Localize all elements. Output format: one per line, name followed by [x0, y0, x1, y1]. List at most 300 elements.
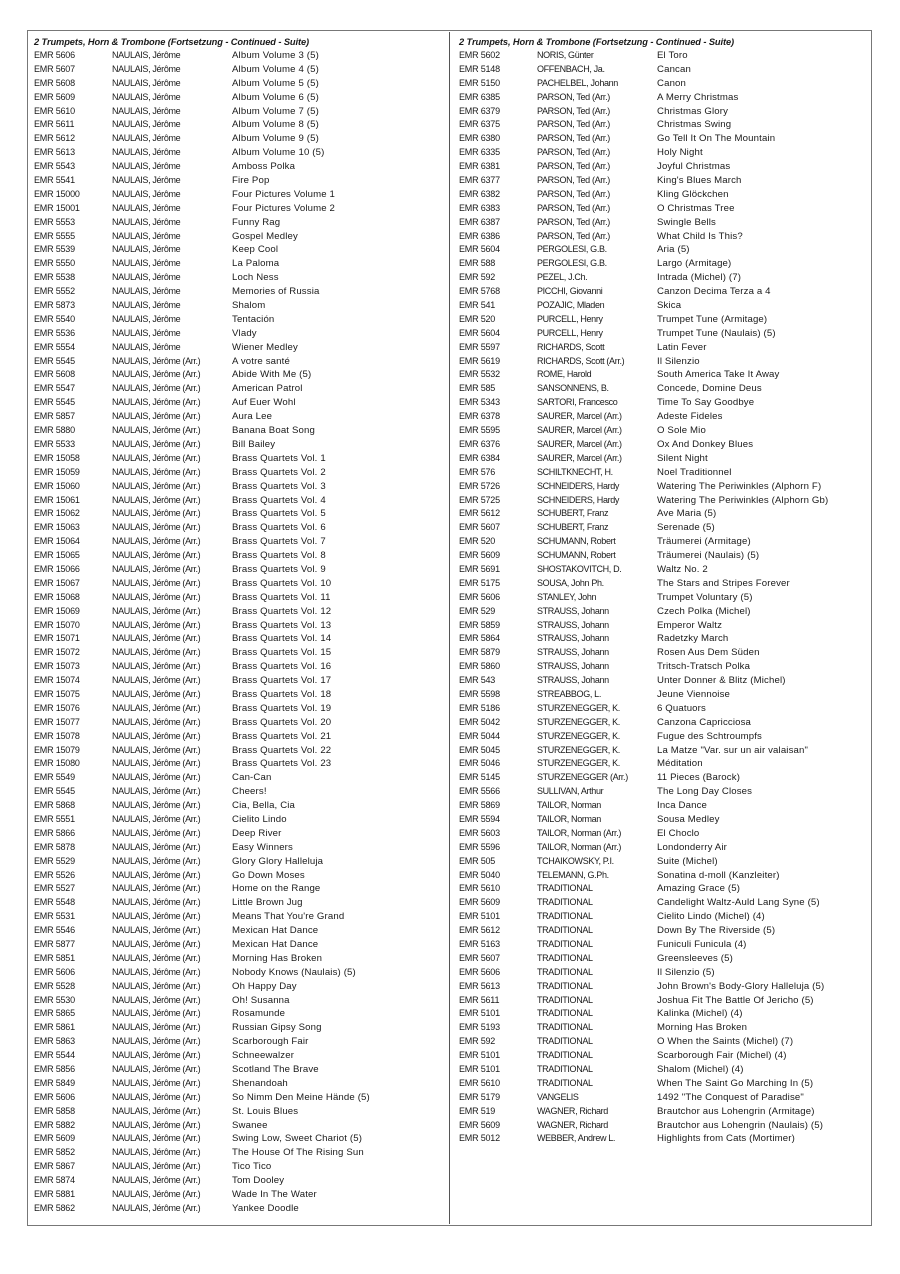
catalog-number: EMR 5040: [459, 869, 500, 880]
composer-name: TRADITIONAL: [537, 883, 593, 894]
composer-name: STURZENEGGER, K.: [537, 744, 620, 755]
piece-title: Joyful Christmas: [657, 161, 731, 173]
composer-name: PARSON, Ted (Arr.): [537, 230, 610, 241]
catalog-number: EMR 5873: [34, 300, 75, 311]
composer-name: NAULAIS, Jérôme (Arr.): [112, 1091, 201, 1102]
composer-name: PARSON, Ted (Arr.): [537, 91, 610, 102]
catalog-number: EMR 5856: [34, 1064, 75, 1075]
catalog-number: EMR 5045: [459, 744, 500, 755]
catalog-number: EMR 5610: [34, 105, 75, 116]
catalog-number: EMR 15063: [34, 522, 80, 533]
composer-name: PACHELBEL, Johann: [537, 77, 618, 88]
piece-title: Russian Gipsy Song: [232, 1022, 322, 1034]
catalog-number: EMR 15068: [34, 591, 80, 602]
piece-title: Canon: [657, 77, 687, 89]
catalog-number: EMR 5544: [34, 1050, 75, 1061]
composer-name: SAURER, Marcel (Arr.): [537, 425, 622, 436]
catalog-row: [34, 146, 444, 160]
catalog-row: [459, 438, 869, 452]
composer-name: SCHUMANN, Robert: [537, 536, 616, 547]
composer-name: NAULAIS, Jérôme (Arr.): [112, 1036, 201, 1047]
piece-title: Brass Quartets Vol. 18: [232, 688, 332, 700]
composer-name: NAULAIS, Jérôme (Arr.): [112, 897, 201, 908]
catalog-number: EMR 529: [459, 605, 496, 616]
composer-name: NAULAIS, Jérôme (Arr.): [112, 813, 201, 824]
catalog-number: EMR 519: [459, 1105, 496, 1116]
composer-name: NAULAIS, Jérôme (Arr.): [112, 452, 201, 463]
catalog-row: [34, 132, 444, 146]
piece-title: Träumerei (Naulais) (5): [657, 550, 760, 562]
composer-name: NAULAIS, Jérôme (Arr.): [112, 1022, 201, 1033]
catalog-row: [34, 674, 444, 688]
catalog-row: [34, 202, 444, 216]
piece-title: O Sole Mio: [657, 425, 706, 437]
composer-name: PARSON, Ted (Arr.): [537, 133, 610, 144]
catalog-number: EMR 5526: [34, 869, 75, 880]
piece-title: Go Down Moses: [232, 869, 305, 881]
composer-name: NAULAIS, Jérôme: [112, 175, 181, 186]
composer-name: PERGOLESI, G.B.: [537, 258, 607, 269]
catalog-number: EMR 6380: [459, 133, 500, 144]
catalog-row: [459, 1049, 869, 1063]
composer-name: NORIS, Günter: [537, 50, 594, 60]
catalog-row: [34, 1174, 444, 1188]
catalog-number: EMR 15076: [34, 702, 80, 713]
catalog-row: [34, 91, 444, 105]
composer-name: TRADITIONAL: [537, 994, 593, 1005]
catalog-number: EMR 5528: [34, 980, 75, 991]
composer-name: WAGNER, Richard: [537, 1119, 608, 1130]
composer-name: PARSON, Ted (Arr.): [537, 147, 610, 158]
catalog-row: [34, 994, 444, 1008]
piece-title: Brass Quartets Vol. 15: [232, 647, 332, 659]
catalog-number: EMR 5606: [34, 966, 75, 977]
catalog-number: EMR 5598: [459, 688, 500, 699]
catalog-row: [34, 771, 444, 785]
composer-name: NAULAIS, Jérôme (Arr.): [112, 1077, 201, 1088]
piece-title: Trumpet Tune (Armitage): [657, 313, 768, 325]
piece-title: Suite (Michel): [657, 855, 718, 867]
catalog-number: EMR 5594: [459, 813, 500, 824]
composer-name: PARSON, Ted (Arr.): [537, 202, 610, 213]
catalog-row: [34, 549, 444, 563]
catalog-number: EMR 5878: [34, 841, 75, 852]
catalog-number: EMR 5046: [459, 758, 500, 769]
piece-title: Rosen Aus Dem Süden: [657, 647, 760, 659]
left-column: [34, 36, 444, 1216]
catalog-row: [34, 730, 444, 744]
piece-title: Brass Quartets Vol. 19: [232, 702, 332, 714]
composer-name: TRADITIONAL: [537, 980, 593, 991]
composer-name: NAULAIS, Jérôme: [112, 272, 181, 283]
piece-title: La Paloma: [232, 258, 280, 270]
piece-title: Rosamunde: [232, 1008, 286, 1020]
catalog-row: [34, 619, 444, 633]
catalog-row: [459, 605, 869, 619]
catalog-number: EMR 5541: [34, 175, 75, 186]
catalog-row: [459, 535, 869, 549]
piece-title: Album Volume 4 (5): [232, 63, 319, 75]
catalog-list: [34, 49, 444, 1216]
catalog-row: [459, 132, 869, 146]
piece-title: O When the Saints (Michel) (7): [657, 1036, 794, 1048]
piece-title: Waltz No. 2: [657, 563, 708, 575]
catalog-number: EMR 6384: [459, 452, 500, 463]
catalog-row: [34, 813, 444, 827]
catalog-row: [459, 855, 869, 869]
catalog-number: EMR 6335: [459, 147, 500, 158]
piece-title: Morning Has Broken: [657, 1022, 748, 1034]
catalog-row: [34, 382, 444, 396]
piece-title: Wiener Medley: [232, 341, 298, 353]
piece-title: Cheers!: [232, 786, 267, 798]
composer-name: NAULAIS, Jérôme: [112, 77, 181, 88]
catalog-row: [459, 202, 869, 216]
piece-title: Czech Polka (Michel): [657, 605, 751, 617]
catalog-number: EMR 5861: [34, 1022, 75, 1033]
composer-name: STURZENEGGER (Arr.): [537, 772, 628, 783]
piece-title: Scotland The Brave: [232, 1064, 319, 1076]
catalog-row: [459, 243, 869, 257]
piece-title: Funny Rag: [232, 216, 281, 228]
composer-name: NAULAIS, Jérôme (Arr.): [112, 675, 201, 686]
catalog-number: EMR 5609: [34, 1133, 75, 1144]
piece-title: Tico Tico: [232, 1161, 272, 1173]
piece-title: Aria (5): [657, 244, 690, 256]
catalog-row: [34, 452, 444, 466]
catalog-row: [459, 563, 869, 577]
catalog-row: [459, 813, 869, 827]
catalog-number: EMR 5530: [34, 994, 75, 1005]
catalog-number: EMR 5866: [34, 827, 75, 838]
piece-title: Jeune Viennoise: [657, 688, 731, 700]
composer-name: STRAUSS, Johann: [537, 633, 609, 644]
composer-name: NAULAIS, Jérôme (Arr.): [112, 1147, 201, 1158]
piece-title: Londonderry Air: [657, 841, 727, 853]
piece-title: St. Louis Blues: [232, 1105, 299, 1117]
piece-title: Scarborough Fair: [232, 1036, 309, 1048]
catalog-row: [34, 980, 444, 994]
catalog-number: EMR 5768: [459, 286, 500, 297]
composer-name: NAULAIS, Jérôme (Arr.): [112, 744, 201, 755]
composer-name: NAULAIS, Jérôme: [112, 216, 181, 227]
catalog-row: [34, 896, 444, 910]
catalog-row: [34, 466, 444, 480]
catalog-number: EMR 5186: [459, 702, 500, 713]
composer-name: NAULAIS, Jérôme (Arr.): [112, 966, 201, 977]
catalog-number: EMR 15073: [34, 661, 80, 672]
catalog-row: [459, 257, 869, 271]
catalog-number: EMR 505: [459, 855, 496, 866]
piece-title: Oh Happy Day: [232, 980, 297, 992]
composer-name: SCHNEIDERS, Hardy: [537, 494, 620, 505]
composer-name: TRADITIONAL: [537, 1050, 593, 1061]
catalog-row: [34, 1202, 444, 1216]
composer-name: NAULAIS, Jérôme (Arr.): [112, 786, 201, 797]
composer-name: NAULAIS, Jérôme (Arr.): [112, 688, 201, 699]
piece-title: Cancan: [657, 63, 691, 75]
piece-title: Unter Donner & Blitz (Michel): [657, 675, 786, 687]
catalog-row: [459, 105, 869, 119]
composer-name: OFFENBACH, Ja.: [537, 63, 605, 74]
catalog-number: EMR 15080: [34, 758, 80, 769]
composer-name: TRADITIONAL: [537, 925, 593, 936]
piece-title: Deep River: [232, 827, 282, 839]
catalog-row: [459, 716, 869, 730]
catalog-row: [34, 1021, 444, 1035]
catalog-number: EMR 5610: [459, 1077, 500, 1088]
piece-title: Scarborough Fair (Michel) (4): [657, 1050, 787, 1062]
piece-title: Tentación: [232, 313, 275, 325]
piece-title: Album Volume 8 (5): [232, 119, 319, 131]
piece-title: Brass Quartets Vol. 20: [232, 716, 332, 728]
catalog-row: [34, 799, 444, 813]
catalog-number: EMR 5101: [459, 911, 500, 922]
catalog-row: [34, 1188, 444, 1202]
composer-name: NAULAIS, Jérôme: [112, 230, 181, 241]
catalog-row: [459, 230, 869, 244]
catalog-row: [459, 77, 869, 91]
composer-name: NAULAIS, Jérôme: [112, 91, 181, 102]
catalog-row: [459, 549, 869, 563]
catalog-row: [459, 118, 869, 132]
catalog-row: [459, 952, 869, 966]
catalog-number: EMR 5545: [34, 355, 75, 366]
catalog-row: [34, 438, 444, 452]
composer-name: TRADITIONAL: [537, 1036, 593, 1047]
catalog-row: [459, 910, 869, 924]
composer-name: STRAUSS, Johann: [537, 675, 609, 686]
catalog-number: EMR 5540: [34, 313, 75, 324]
composer-name: NAULAIS, Jérôme (Arr.): [112, 411, 201, 422]
piece-title: Kling Glöckchen: [657, 188, 729, 200]
composer-name: NAULAIS, Jérôme: [112, 341, 181, 352]
catalog-row: [34, 1132, 444, 1146]
piece-title: Ox And Donkey Blues: [657, 438, 754, 450]
piece-title: Watering The Periwinkles (Alphorn F): [657, 480, 822, 492]
catalog-row: [459, 146, 869, 160]
catalog-number: EMR 5608: [34, 77, 75, 88]
catalog-number: EMR 5597: [459, 341, 500, 352]
catalog-row: [34, 1160, 444, 1174]
catalog-row: [34, 1049, 444, 1063]
catalog-number: EMR 5882: [34, 1119, 75, 1130]
piece-title: Il Silenzio (5): [657, 966, 715, 978]
composer-name: NAULAIS, Jérôme (Arr.): [112, 508, 201, 519]
piece-title: Album Volume 10 (5): [232, 147, 325, 159]
catalog-number: EMR 5613: [34, 147, 75, 158]
catalog-number: EMR 5536: [34, 327, 75, 338]
catalog-number: EMR 5863: [34, 1036, 75, 1047]
catalog-row: [459, 660, 869, 674]
catalog-number: EMR 5851: [34, 952, 75, 963]
composer-name: NAULAIS, Jérôme (Arr.): [112, 841, 201, 852]
composer-name: RICHARDS, Scott: [537, 341, 605, 352]
composer-name: SCHUBERT, Franz: [537, 508, 609, 519]
catalog-number: EMR 15071: [34, 633, 80, 644]
catalog-number: EMR 5101: [459, 1050, 500, 1061]
piece-title: Glory Glory Halleluja: [232, 855, 324, 867]
composer-name: SAURER, Marcel (Arr.): [537, 452, 622, 463]
catalog-row: [34, 882, 444, 896]
catalog-number: EMR 5606: [34, 50, 75, 60]
catalog-number: EMR 5550: [34, 258, 75, 269]
piece-title: Swanee: [232, 1119, 268, 1131]
composer-name: TRADITIONAL: [537, 939, 593, 949]
catalog-row: [459, 1132, 869, 1146]
composer-name: NAULAIS, Jérôme (Arr.): [112, 855, 201, 866]
catalog-row: [34, 869, 444, 883]
catalog-number: EMR 5611: [34, 119, 75, 130]
composer-name: TRADITIONAL: [537, 966, 593, 977]
catalog-number: EMR 5595: [459, 425, 500, 436]
catalog-row: [34, 744, 444, 758]
catalog-number: EMR 15078: [34, 730, 80, 741]
catalog-row: [34, 77, 444, 91]
composer-name: PURCELL, Henry: [537, 313, 603, 324]
catalog-number: EMR 5527: [34, 883, 75, 894]
composer-name: SARTORI, Francesco: [537, 397, 618, 408]
piece-title: Brass Quartets Vol. 3: [232, 480, 326, 492]
catalog-row: [34, 480, 444, 494]
piece-title: Canzona Capricciosa: [657, 716, 752, 728]
catalog-number: EMR 5606: [34, 1091, 75, 1102]
catalog-row: [459, 368, 869, 382]
piece-title: Joshua Fit The Battle Of Jericho (5): [657, 994, 814, 1006]
composer-name: STRAUSS, Johann: [537, 647, 609, 658]
catalog-number: EMR 5551: [34, 813, 75, 824]
piece-title: Four Pictures Volume 1: [232, 188, 336, 200]
composer-name: NAULAIS, Jérôme (Arr.): [112, 1161, 201, 1172]
catalog-row: [34, 271, 444, 285]
piece-title: Highlights from Cats (Mortimer): [657, 1133, 795, 1145]
catalog-number: EMR 541: [459, 300, 496, 311]
composer-name: PARSON, Ted (Arr.): [537, 188, 610, 199]
composer-name: TAILOR, Norman: [537, 813, 601, 824]
composer-name: STREABBOG, L.: [537, 688, 601, 699]
catalog-number: EMR 15062: [34, 508, 80, 519]
catalog-number: EMR 6377: [459, 175, 500, 186]
composer-name: NAULAIS, Jérôme: [112, 50, 181, 60]
composer-name: NAULAIS, Jérôme (Arr.): [112, 633, 201, 644]
catalog-number: EMR 5042: [459, 716, 500, 727]
composer-name: NAULAIS, Jérôme (Arr.): [112, 939, 201, 949]
composer-name: PEZEL, J.Ch.: [537, 272, 588, 283]
section-header: 2 Trumpets, Horn & Trombone (Fortsetzung - Continued - Suite): [34, 37, 310, 47]
composer-name: NAULAIS, Jérôme (Arr.): [112, 925, 201, 936]
composer-name: NAULAIS, Jérôme (Arr.): [112, 591, 201, 602]
catalog-number: EMR 15058: [34, 452, 80, 463]
piece-title: Brass Quartets Vol. 9: [232, 563, 326, 575]
composer-name: TAILOR, Norman: [537, 800, 601, 811]
piece-title: Mexican Hat Dance: [232, 925, 319, 937]
composer-name: NAULAIS, Jérôme (Arr.): [112, 563, 201, 574]
catalog-number: EMR 15059: [34, 466, 80, 477]
catalog-number: EMR 520: [459, 536, 496, 547]
catalog-number: EMR 592: [459, 272, 496, 283]
piece-title: Album Volume 5 (5): [232, 77, 319, 89]
catalog-row: [459, 799, 869, 813]
piece-title: Méditation: [657, 758, 703, 770]
catalog-row: [459, 410, 869, 424]
piece-title: Brass Quartets Vol. 11: [232, 591, 331, 603]
composer-name: TRADITIONAL: [537, 897, 593, 908]
piece-title: The House Of The Rising Sun: [232, 1147, 364, 1159]
catalog-number: EMR 5612: [459, 508, 500, 519]
catalog-number: EMR 5145: [459, 772, 500, 783]
catalog-row: [34, 702, 444, 716]
catalog-number: EMR 5538: [34, 272, 75, 283]
composer-name: NAULAIS, Jérôme (Arr.): [112, 994, 201, 1005]
catalog-number: EMR 5532: [459, 369, 500, 380]
composer-name: NAULAIS, Jérôme (Arr.): [112, 383, 201, 394]
catalog-row: [459, 771, 869, 785]
catalog-row: [459, 869, 869, 883]
catalog-number: EMR 5549: [34, 772, 75, 783]
catalog-number: EMR 5852: [34, 1147, 75, 1158]
catalog-row: [34, 494, 444, 508]
piece-title: A votre santé: [232, 355, 290, 367]
piece-title: Canzon Decima Terza a 4: [657, 286, 771, 298]
composer-name: ROME, Harold: [537, 369, 592, 380]
catalog-number: EMR 5610: [459, 883, 500, 894]
catalog-number: EMR 5604: [459, 244, 500, 255]
composer-name: NAULAIS, Jérôme (Arr.): [112, 1105, 201, 1116]
catalog-number: EMR 5602: [459, 50, 500, 60]
piece-title: Schneewalzer: [232, 1050, 295, 1062]
catalog-number: EMR 543: [459, 675, 496, 686]
catalog-number: EMR 5163: [459, 939, 500, 949]
catalog-row: [459, 313, 869, 327]
catalog-row: [34, 952, 444, 966]
composer-name: STANLEY, John: [537, 591, 597, 602]
catalog-row: [459, 1091, 869, 1105]
catalog-row: [459, 591, 869, 605]
catalog-row: [34, 49, 444, 63]
catalog-row: [459, 896, 869, 910]
composer-name: SCHUMANN, Robert: [537, 550, 616, 561]
piece-title: Ave Maria (5): [657, 508, 717, 520]
catalog-row: [459, 299, 869, 313]
catalog-number: EMR 15079: [34, 744, 80, 755]
catalog-row: [34, 368, 444, 382]
piece-title: Brass Quartets Vol. 17: [232, 675, 332, 687]
catalog-number: EMR 5879: [459, 647, 500, 658]
composer-name: NAULAIS, Jérôme (Arr.): [112, 1050, 201, 1061]
catalog-row: [34, 1007, 444, 1021]
composer-name: NAULAIS, Jérôme (Arr.): [112, 1119, 201, 1130]
piece-title: Abide With Me (5): [232, 369, 312, 381]
composer-name: SULLIVAN, Arthur: [537, 786, 604, 797]
catalog-row: [34, 1119, 444, 1133]
composer-name: NAULAIS, Jérôme (Arr.): [112, 758, 201, 769]
catalog-number: EMR 576: [459, 466, 496, 477]
composer-name: NAULAIS, Jérôme (Arr.): [112, 1064, 201, 1075]
catalog-row: [34, 230, 444, 244]
piece-title: Aura Lee: [232, 411, 273, 423]
catalog-number: EMR 5554: [34, 341, 75, 352]
catalog-row: [34, 966, 444, 980]
piece-title: Concede, Domine Deus: [657, 383, 762, 395]
catalog-row: [459, 91, 869, 105]
catalog-number: EMR 6376: [459, 438, 500, 449]
catalog-number: EMR 5608: [34, 369, 75, 380]
catalog-row: [459, 327, 869, 341]
catalog-number: EMR 5612: [459, 925, 500, 936]
piece-title: Serenade (5): [657, 522, 715, 534]
piece-title: Brass Quartets Vol. 7: [232, 536, 326, 548]
catalog-row: [459, 827, 869, 841]
